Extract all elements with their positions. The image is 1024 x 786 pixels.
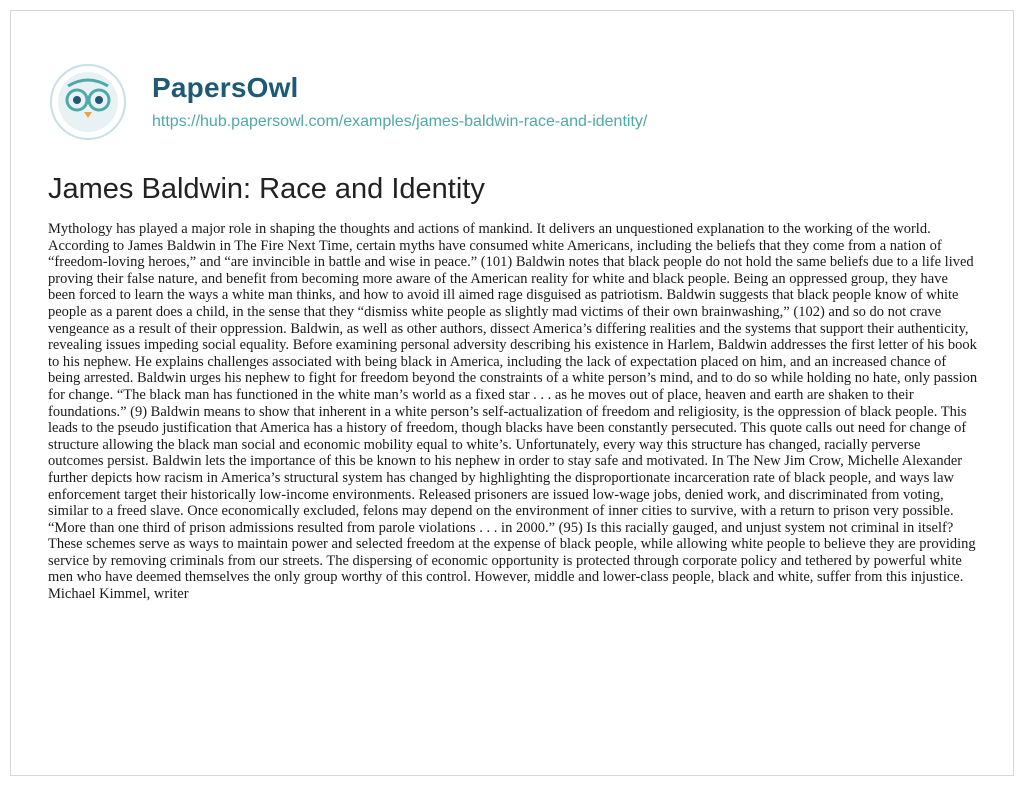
site-header (48, 62, 647, 142)
brand (152, 71, 648, 131)
document-body: Mythology has played a major role in shaping the thoughts and actions of mankind. It delivers an unquestioned explanation to the working of the world. According to James Baldwin in The Fire Next Time, certain myths have consumed white Americans, including the beliefs that they come from a nation of “freedom-loving heroes,” and “are invincible in battle and wise in peace.” (101) Baldwin notes that black people do not hold the same beliefs due to a life lived proving their false nature, and benefit from becoming more aware of the American reality for white and black people. Being an oppressed group, they have been forced to learn the ways a white man thinks, and how to avoid ill aimed rage disguised as patriotism. Baldwin suggests that black people know of white people as a parent does a child, in the sense that they “dismiss white people as slightly mad victims of their own brainwashing,” (102) and so do not crave vengeance as a result of their oppression. Baldwin, as well as other authors, dissect America’s differing realities and the systems that support their authenticity, revealing issues impeding social equality. Before examining personal adversity describing his existence in Harlem, Baldwin addresses the first letter of his book to his nephew. He explains challenges associated with being black in America, including the lack of expectation placed on him, and an increased chance of being arrested. Baldwin urges his nephew to fight for freedom beyond the constraints of a white person’s mind, and to do so while holding no hate, only passion for change. “The black man has functioned in the white man’s world as a fixed star . . . as he moves out of place, heaven and earth are shaken to their foundations.” (9) Baldwin means to show that inherent in a white person’s self-actualization of freedom and religiosity, is the oppression of black people. This leads to the pseudo justification that America has a history of freedom, though blacks have been constantly persecuted. This quote calls out need for change of structure allowing the black man social and economic mobility equal to white’s. Unfortunately, every way this structure has changed, racially perverse outcomes persist. Baldwin lets the importance of this be known to his nephew in order to stay safe and motivated. In The New Jim Crow, Michelle Alexander further depicts how racism in America’s structural system has changed by highlighting the disproportionate incarceration rate of black people, and ways law enforcement target their historically low-income environments. Released prisoners are issued low-wage jobs, denied work, and discriminated from voting, similar to a freed slave. Once economically excluded, felons may depend on the environment of inner cities to survive, with a return to prison very possible. “More than one third of prison admissions resulted from parole violations . . . in 2000.” (95) Is this racially gauged, and unjust system not criminal in itself? These schemes serve as ways to maintain power and selected freedom at the expense of black people, while allowing white people to believe they are providing service by removing criminals from our streets. The dispersing of economic opportunity is protected through corporate policy and tethered by powerful white men who have deemed themselves the only group worthy of this control. However, middle and lower-class people, black and white, suffer from this injustice. Michael Kimmel, writer (48, 221, 978, 603)
site-name: PapersOwl (152, 71, 299, 103)
document-title: James Baldwin: Race and Identity (48, 173, 485, 205)
owl-logo-icon (48, 62, 128, 142)
page-url-link[interactable]: https://hub.papersowl.com/examples/james-baldwin-race-and-identity/ (152, 112, 648, 130)
